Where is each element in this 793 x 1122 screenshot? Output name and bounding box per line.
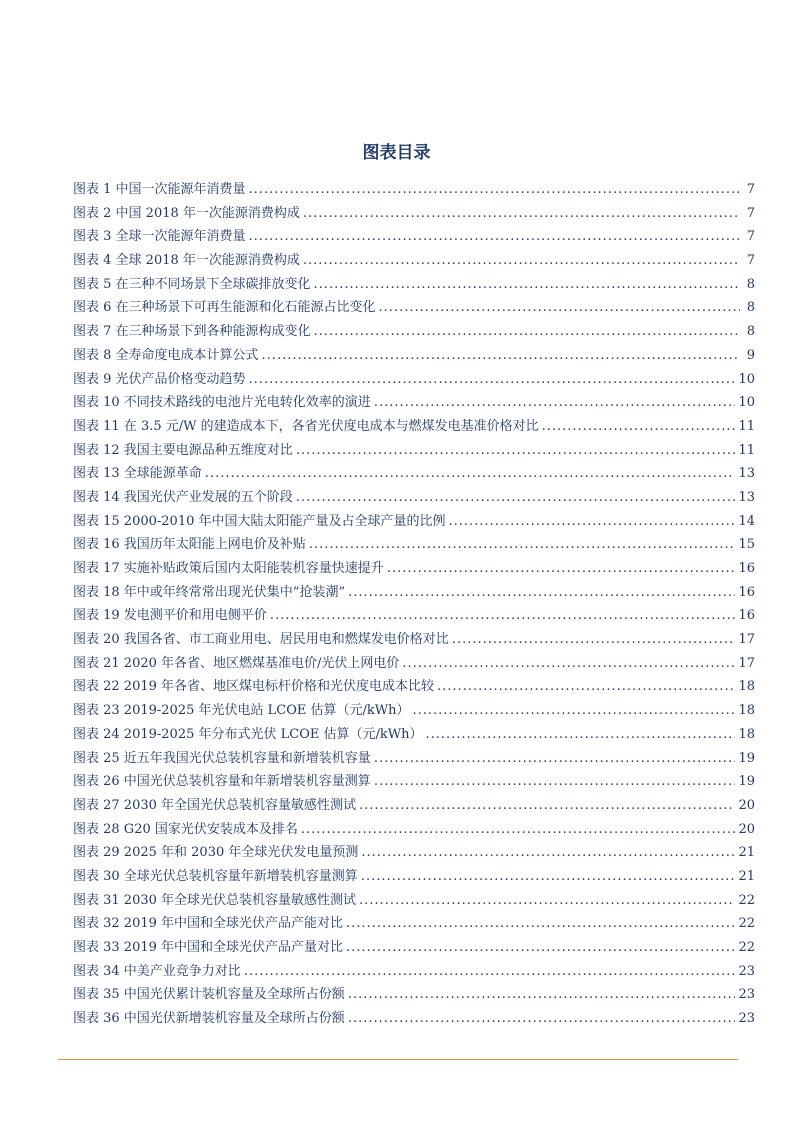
toc-entry-label: 图表 32 2019 年中国和全球光伏产品产能对比 (73, 916, 344, 932)
toc-entry[interactable] (73, 604, 755, 628)
toc-entry-label: 图表 28 G20 国家光伏安装成本及排名 (73, 821, 298, 837)
toc-entry[interactable] (73, 202, 755, 226)
toc-dot-leader (348, 1007, 736, 1031)
toc-entry[interactable] (73, 510, 755, 534)
toc-title: 图表目录 (362, 143, 431, 163)
toc-entry-page-number: 22 (738, 940, 755, 955)
toc-entry-page-number: 21 (738, 868, 755, 884)
toc-dot-leader (437, 675, 735, 699)
toc-entry-label: 图表 34 中美产业竞争力对比 (73, 963, 241, 979)
toc-entry-page-number: 11 (738, 418, 755, 434)
toc-list (73, 178, 755, 1031)
toc-entry-label: 图表 12 我国主要电源品种五维度对比 (73, 442, 293, 458)
toc-entry[interactable] (73, 818, 755, 842)
toc-entry[interactable] (73, 960, 755, 984)
toc-entry-page-number: 22 (738, 892, 755, 908)
toc-entry-page-number: 7 (746, 229, 755, 245)
toc-dot-leader (374, 770, 736, 794)
toc-dot-leader (374, 391, 736, 415)
toc-dot-leader (303, 202, 740, 226)
toc-dot-leader (387, 557, 736, 581)
toc-entry-page-number: 14 (738, 513, 755, 529)
toc-entry[interactable] (73, 581, 755, 605)
toc-dot-leader (309, 533, 736, 557)
toc-entry-page-number: 21 (738, 845, 755, 861)
toc-entry-page-number: 17 (738, 632, 755, 648)
toc-dot-leader (402, 652, 735, 676)
toc-entry-label: 图表 16 我国历年太阳能上网电价及补贴 (73, 537, 306, 553)
toc-entry-label: 图表 24 2019-2025 年分布式光伏 LCOE 估算（元/kWh） (73, 726, 423, 742)
toc-entry[interactable] (73, 699, 755, 723)
toc-entry[interactable] (73, 1007, 755, 1031)
toc-entry-page-number: 13 (738, 489, 755, 505)
toc-entry-label: 图表 10 不同技术路线的电池片光电转化效率的演进 (73, 395, 371, 411)
toc-entry-page-number: 23 (738, 987, 755, 1003)
toc-entry[interactable] (73, 415, 755, 439)
toc-dot-leader (249, 225, 740, 249)
toc-dot-leader (314, 273, 740, 297)
toc-dot-leader (249, 368, 736, 392)
toc-entry[interactable] (73, 723, 755, 747)
toc-dot-leader (412, 699, 735, 723)
toc-entry-label: 图表 33 2019 年中国和全球光伏产品产量对比 (73, 940, 344, 955)
toc-entry-page-number: 20 (738, 797, 755, 813)
toc-entry-label: 图表 18 年中或年终常常出现光伏集中“抢装潮” (73, 584, 346, 600)
toc-entry-page-number: 13 (738, 466, 755, 482)
toc-entry[interactable] (73, 865, 755, 889)
toc-entry-page-number: 11 (738, 442, 755, 458)
toc-entry-page-number: 8 (746, 300, 755, 316)
toc-dot-leader (296, 439, 736, 463)
toc-entry[interactable] (73, 391, 755, 415)
toc-entry-label: 图表 5 在三种不同场景下全球碳排放变化 (73, 276, 311, 292)
toc-entry-page-number: 16 (738, 561, 755, 576)
toc-entry[interactable] (73, 225, 755, 249)
toc-entry-label: 图表 31 2030 年全球光伏总装机容量敏感性测试 (73, 892, 357, 908)
toc-entry-page-number: 8 (746, 324, 755, 340)
toc-entry-page-number: 22 (738, 916, 755, 932)
toc-entry-label: 图表 25 近五年我国光伏总装机容量和新增装机容量 (73, 750, 371, 766)
footer-divider (58, 1059, 738, 1060)
toc-entry-page-number: 18 (738, 703, 755, 719)
toc-entry[interactable] (73, 249, 755, 273)
toc-entry-page-number: 17 (738, 655, 755, 671)
toc-entry-label: 图表 8 全寿命度电成本计算公式 (73, 347, 259, 363)
toc-entry-label: 图表 17 实施补贴政策后国内太阳能装机容量快速提升 (73, 561, 384, 576)
toc-entry-page-number: 7 (746, 205, 755, 221)
toc-entry-page-number: 15 (738, 537, 755, 553)
toc-dot-leader (348, 983, 736, 1007)
toc-entry-page-number: 8 (746, 276, 755, 292)
toc-entry-page-number: 19 (738, 750, 755, 766)
toc-entry-page-number: 9 (746, 347, 755, 363)
toc-entry-label: 图表 4 全球 2018 年一次能源消费构成 (73, 253, 300, 269)
toc-entry-label: 图表 13 全球能源革命 (73, 466, 202, 482)
toc-dot-leader (314, 320, 740, 344)
toc-entry-label: 图表 11 在 3.5 元/W 的建造成本下，各省光伏度电成本与燃煤发电基准价格对比 (73, 418, 539, 434)
toc-entry-page-number: 19 (738, 774, 755, 790)
toc-entry[interactable] (73, 533, 755, 557)
toc-entry[interactable] (73, 747, 755, 771)
toc-entry-page-number: 10 (738, 371, 755, 387)
toc-entry-page-number: 18 (738, 726, 755, 742)
toc-entry[interactable] (73, 439, 755, 463)
toc-dot-leader (301, 818, 736, 842)
toc-dot-leader (359, 794, 735, 818)
toc-dot-leader (249, 178, 740, 202)
toc-dot-leader (270, 604, 736, 628)
toc-entry[interactable] (73, 344, 755, 368)
toc-entry[interactable] (73, 486, 755, 510)
toc-entry[interactable] (73, 652, 755, 676)
toc-dot-leader (359, 889, 735, 913)
toc-entry-label: 图表 26 中国光伏总装机容量和年新增装机容量测算 (73, 774, 371, 790)
toc-entry[interactable] (73, 178, 755, 202)
toc-entry[interactable] (73, 628, 755, 652)
toc-entry-label: 图表 15 2000-2010 年中国大陆太阳能产量及占全球产量的比例 (73, 513, 446, 529)
toc-entry-label: 图表 14 我国光伏产业发展的五个阶段 (73, 489, 293, 505)
toc-entry[interactable] (73, 912, 755, 936)
toc-entry-label: 图表 30 全球光伏总装机容量年新增装机容量测算 (73, 868, 358, 884)
toc-entry-page-number: 16 (738, 608, 755, 624)
toc-dot-leader (374, 747, 736, 771)
toc-entry[interactable] (73, 794, 755, 818)
toc-entry-label: 图表 29 2025 年和 2030 年全球光伏发电量预测 (73, 845, 359, 861)
toc-entry-page-number: 10 (738, 395, 755, 411)
toc-entry-label: 图表 2 中国 2018 年一次能源消费构成 (73, 205, 300, 221)
toc-entry[interactable] (73, 675, 755, 699)
toc-dot-leader (449, 510, 736, 534)
toc-entry-label: 图表 6 在三种场景下可再生能源和化石能源占比变化 (73, 300, 376, 316)
toc-entry[interactable] (73, 296, 755, 320)
toc-entry-page-number: 23 (738, 1011, 755, 1027)
toc-dot-leader (361, 841, 735, 865)
toc-dot-leader (205, 462, 736, 486)
toc-entry[interactable] (73, 936, 755, 960)
toc-entry-label: 图表 22 2019 年各省、地区煤电标杆价格和光伏度电成本比较 (73, 679, 435, 695)
toc-dot-leader (262, 344, 740, 368)
toc-entry[interactable] (73, 557, 755, 581)
toc-dot-leader (425, 723, 735, 747)
toc-entry[interactable] (73, 889, 755, 913)
toc-entry-label: 图表 19 发电测平价和用电侧平价 (73, 608, 267, 624)
toc-dot-leader (346, 936, 735, 960)
toc-entry-label: 图表 3 全球一次能源年消费量 (73, 229, 246, 245)
toc-dot-leader (303, 249, 740, 273)
toc-entry-page-number: 20 (738, 821, 755, 837)
toc-entry-page-number: 7 (746, 253, 755, 269)
toc-entry-label: 图表 36 中国光伏新增装机容量及全球所占份额 (73, 1011, 345, 1027)
toc-entry-page-number: 16 (738, 584, 755, 600)
toc-entry-label: 图表 23 2019-2025 年光伏电站 LCOE 估算（元/kWh） (73, 703, 410, 719)
toc-entry-page-number: 23 (738, 963, 755, 979)
toc-entry-label: 图表 1 中国一次能源年消费量 (73, 182, 246, 197)
toc-entry[interactable] (73, 983, 755, 1007)
toc-entry-label: 图表 20 我国各省、市工商业用电、居民用电和燃煤发电价格对比 (73, 632, 449, 648)
toc-dot-leader (348, 581, 735, 605)
toc-entry-label: 图表 21 2020 年各省、地区燃煤基准电价/光伏上网电价 (73, 655, 400, 671)
toc-entry-page-number: 18 (738, 679, 755, 695)
toc-dot-leader (542, 415, 736, 439)
toc-dot-leader (452, 628, 736, 652)
toc-entry[interactable] (73, 368, 755, 392)
toc-entry[interactable] (73, 462, 755, 486)
toc-dot-leader (346, 912, 735, 936)
toc-entry-label: 图表 27 2030 年全国光伏总装机容量敏感性测试 (73, 797, 357, 813)
toc-entry[interactable] (73, 273, 755, 297)
toc-dot-leader (379, 296, 740, 320)
toc-entry[interactable] (73, 770, 755, 794)
toc-dot-leader (244, 960, 736, 984)
toc-dot-leader (296, 486, 736, 510)
toc-entry-page-number: 7 (746, 182, 755, 197)
toc-entry[interactable] (73, 841, 755, 865)
toc-entry[interactable] (73, 320, 755, 344)
toc-entry-label: 图表 35 中国光伏累计装机容量及全球所占份额 (73, 987, 345, 1003)
toc-dot-leader (361, 865, 736, 889)
toc-entry-label: 图表 9 光伏产品价格变动趋势 (73, 371, 246, 387)
toc-entry-label: 图表 7 在三种场景下到各种能源构成变化 (73, 324, 311, 340)
